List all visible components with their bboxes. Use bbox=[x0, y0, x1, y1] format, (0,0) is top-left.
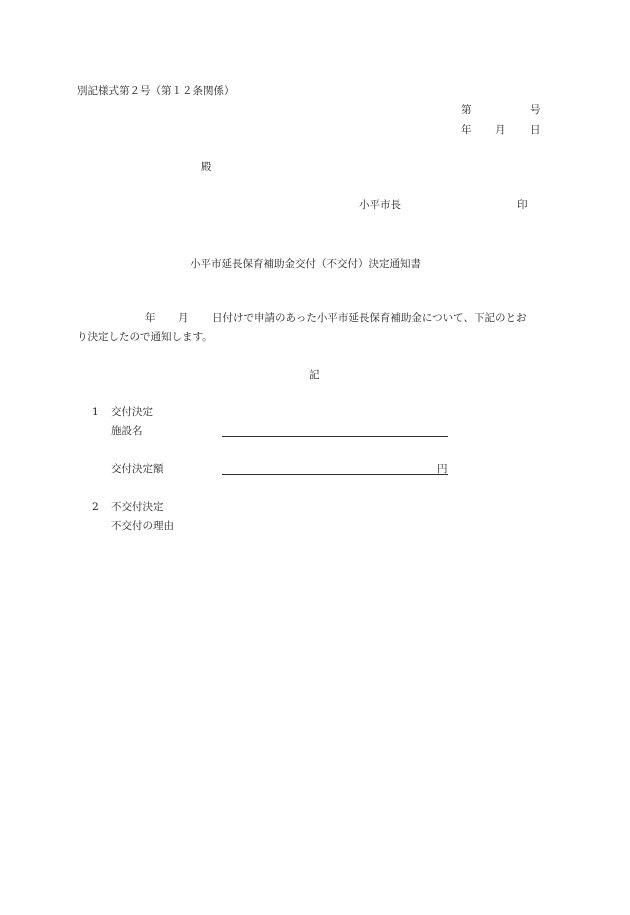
yen-unit: 円 bbox=[437, 463, 448, 475]
document-title: 小平市延長保育補助金交付（不交付）決定通知書 bbox=[190, 258, 421, 270]
ki-heading: 記 bbox=[309, 369, 320, 381]
non-grant-reason-label: 不交付の理由 bbox=[111, 520, 174, 532]
grant-amount-label: 交付決定額 bbox=[111, 463, 164, 475]
form-number: 別記様式第２号（第１２条関係） bbox=[77, 85, 235, 97]
section-2-number: 2 bbox=[92, 501, 99, 513]
issuer-name: 小平市長 bbox=[359, 199, 401, 211]
date-month-label: 月 bbox=[495, 124, 506, 136]
date-day-label: 日 bbox=[530, 124, 541, 136]
body-year-label: 年 bbox=[145, 312, 156, 324]
seal-mark: 印 bbox=[517, 199, 528, 211]
date-year-label: 年 bbox=[461, 124, 472, 136]
facility-name-label: 施設名 bbox=[111, 425, 143, 437]
section-2-heading: 不交付決定 bbox=[111, 501, 164, 513]
document-number-suffix: 号 bbox=[530, 104, 541, 116]
grant-amount-line bbox=[222, 474, 448, 475]
body-month-label: 月 bbox=[178, 312, 189, 324]
document-number-prefix: 第 bbox=[461, 104, 472, 116]
body-line-1: 日付けで申請のあった小平市延長保育補助金について、下記のとお bbox=[212, 312, 527, 324]
body-line-2: り決定したので通知します。 bbox=[77, 331, 213, 343]
section-1-heading: 交付決定 bbox=[111, 406, 153, 418]
addressee-honorific: 殿 bbox=[201, 161, 212, 173]
facility-name-line bbox=[222, 436, 448, 437]
section-1-number: 1 bbox=[92, 406, 99, 418]
